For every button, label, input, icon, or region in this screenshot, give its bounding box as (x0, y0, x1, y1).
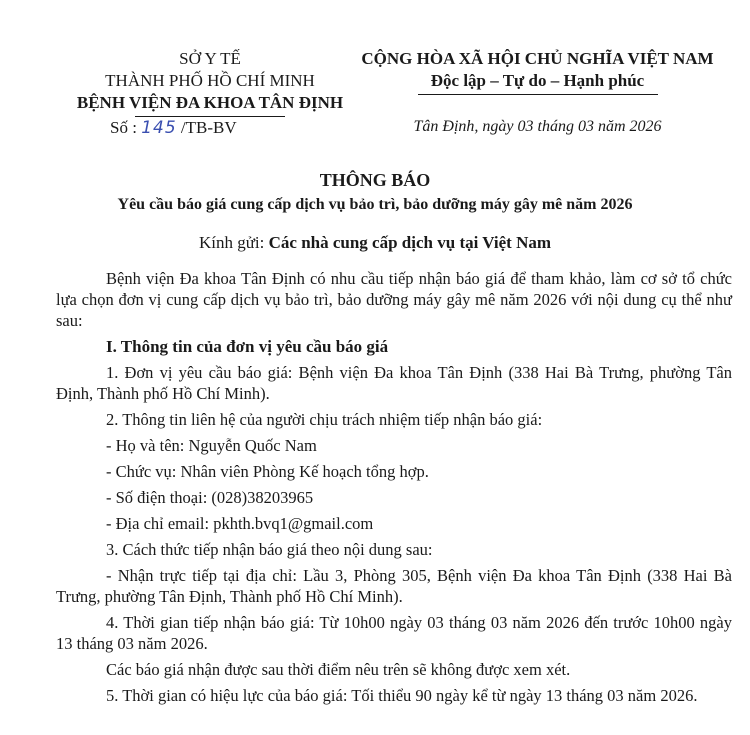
item-paragraph: 2. Thông tin liên hệ của người chịu trách nhiệm tiếp nhận báo giá: (106, 410, 543, 429)
national-heading-block (345, 48, 730, 95)
recipient-value: Các nhà cung cấp dịch vụ tại Việt Nam (268, 233, 552, 252)
contact-email: - Địa chỉ email: pkhth.bvq1@gmail.com (106, 514, 374, 533)
document-subtitle: Yêu cầu báo giá cung cấp dịch vụ bảo trì, bảo dưỡng máy gây mê năm 2026 (117, 196, 633, 213)
national-motto: Độc lập – Tự do – Hạnh phúc (430, 71, 645, 90)
agency-city: THÀNH PHỐ HỒ CHÍ MINH (105, 71, 315, 90)
document-number-handwritten: 145 (141, 118, 177, 138)
item-paragraph: 5. Thời gian có hiệu lực của báo giá: Tối thiểu 90 ngày kể từ ngày 13 tháng 03 năm 2026. (106, 686, 698, 705)
section-heading: I. Thông tin của đơn vị yêu cầu báo giá (106, 337, 389, 356)
national-name: CỘNG HÒA XÃ HỘI CHỦ NGHĨA VIỆT NAM (361, 49, 714, 68)
agency-hospital: BỆNH VIỆN ĐA KHOA TÂN ĐỊNH (76, 93, 344, 112)
document-body (56, 268, 732, 711)
document-title: THÔNG BÁO (319, 170, 431, 190)
contact-phone: - Số điện thoại: (028)38203965 (106, 488, 314, 507)
item-paragraph: 1. Đơn vị yêu cầu báo giá: Bệnh viện Đa khoa Tân Định (338 Hai Bà Trưng, phường Tân Định, Thành phố Hồ Chí Minh). (56, 363, 732, 403)
issue-date: Tân Định, ngày 03 tháng 03 năm 2026 (413, 118, 662, 135)
document-number-label: Số : (110, 118, 137, 137)
recipient-line (0, 233, 750, 253)
late-quote-note: Các báo giá nhận được sau thời điểm nêu trên sẽ không được xem xét. (106, 660, 571, 679)
document-number (60, 117, 360, 139)
issuing-agency-block (60, 48, 360, 139)
contact-name: - Họ và tên: Nguyễn Quốc Nam (106, 436, 317, 455)
motto-underline (418, 94, 658, 95)
recipient-label: Kính gửi: (198, 233, 265, 252)
agency-department: SỞ Y TẾ (179, 49, 241, 68)
document-number-suffix: /TB-BV (180, 118, 237, 137)
item-paragraph: 4. Thời gian tiếp nhận báo giá: Từ 10h00 ngày 03 tháng 03 năm 2026 đến trước 10h00 ngày 13 tháng 03 năm 2026. (56, 613, 732, 653)
intro-paragraph: Bệnh viện Đa khoa Tân Định có nhu cầu tiếp nhận báo giá để tham khảo, làm cơ sở tổ chức lựa chọn đơn vị cung cấp dịch vụ bảo trì, bảo dưỡng máy gây mê năm 2026 với nội dung cụ thể như sau: (56, 269, 732, 330)
item-paragraph: 3. Cách thức tiếp nhận báo giá theo nội dung sau: (106, 540, 433, 559)
receipt-method: - Nhận trực tiếp tại địa chỉ: Lầu 3, Phòng 305, Bệnh viện Đa khoa Tân Định (338 Hai Bà Trưng, phường Tân Định, Thành phố Hồ Chí Minh). (56, 566, 732, 606)
contact-position: - Chức vụ: Nhân viên Phòng Kế hoạch tổng hợp. (106, 462, 429, 481)
